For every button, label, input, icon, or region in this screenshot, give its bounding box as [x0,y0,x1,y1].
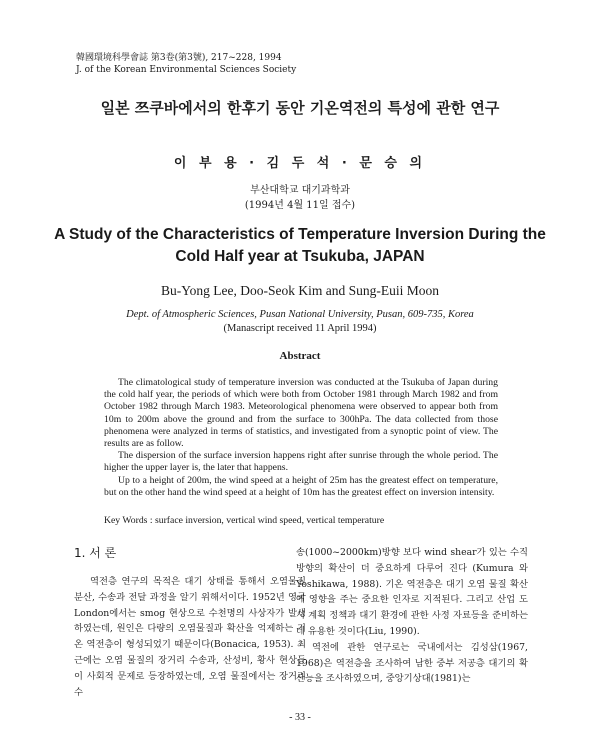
abstract-paragraph: The dispersion of the surface inversion happens right after sunrise through the whole period. The higher the upper layer is, the later that happens. [104,450,498,474]
keywords: Key Words : surface inversion, vertical wind speed, vertical temperature [104,515,385,526]
title-korean: 일본 쯔쿠바에서의 한후기 동안 기온역전의 특성에 관한 연구 [100,99,500,117]
authors-english: Bu-Yong Lee, Doo-Seok Kim and Sung-Euii Moon [161,283,439,298]
abstract-paragraph: Up to a height of 200m, the wind speed at a height of 25m has the greatest effect on temperature, but on the other hand the wind speed at a height of 10m has the greatest effect on inversion intensity. [104,474,498,498]
journal-citation-ko: 韓國環境科學會誌 第3卷(第3號), 217~228, 1994 [76,53,282,63]
section-heading-introduction: 1. 서 론 [74,546,117,560]
body-paragraph: 송(1000~2000km)방향 보다 wind shear가 있는 수직방향의 확산이 더 중요하게 다루어 진다 (Kumura 와 Yoshikawa, 1988). 기온 역전층은 대기 오염 물질 확산에 영향을 주는 중요한 인자로 지적된다. 그리고 산업 도시 계획 정책과 대기 환경에 관한 사정 자료등을 준비하는데 유용한 것이다(Liu, 1990). [296,547,528,637]
body-column-right [296,545,528,687]
abstract-paragraph: The climatological study of temperature inversion was conducted at the Tsukuba of Japan during the cold half year, the periods of which were both from October 1981 through March 1982 and from October 1982 through March 1983. Meteorological phenomena were observed to appear both from 10m to 200m above the ground and from the surface to 300hPa. The data collected from those phenomena were analyzed in terms of statistics, and investigated from a synoptic point of view. The results are as follow. [104,377,498,450]
abstract-heading: Abstract [279,350,321,362]
affiliation-en-dept: Dept. of Atmospheric Sciences, Pusan National University, Pusan, 609-735, Korea [126,309,474,320]
affiliation-korean [0,183,600,213]
affiliation-english [0,308,600,336]
abstract-body [104,377,498,499]
body-paragraph: 역전에 관한 연구로는 국내에서는 김성삼(1967, 1968)은 역전층을 조사하여 남한 중부 저공층 대기의 확산능을 조사하였으며, 중앙기상대(1981)는 [296,641,528,685]
authors-korean: 이 부 용 · 김 두 석 · 문 승 의 [173,156,427,171]
title-english: A Study of the Characteristics of Temperature Inversion During the Cold Half year at Tsukuba, JAPAN [54,226,546,265]
page-number: - 33 - [289,712,311,723]
affiliation-ko-dept: 부산대학교 대기과학과 [250,185,350,196]
body-paragraph: 역전층 연구의 목적은 대기 상태를 통해서 오염물질 분산, 수송과 전달 과정을 알기 위해서이다. 1952년 영국 London에서는 smog 현상으로 수천명의 사상자가 발생하였는데, 원인은 다량의 오염물질과 확산을 억제하는 기온 역전층이 형성되었기 때문이다(Bonacica, 1953). 최근에는 오염 물질의 장거리 수송과, 산성비, 황사 현상등이 사회적 문제로 등장하였는데, 오염 물질에서는 장거리 수 [74,576,306,698]
journal-header [76,52,296,76]
journal-name-en: J. of the Korean Environmental Sciences Society [76,65,297,75]
body-column-left [74,545,306,700]
received-date-en: (Manascript received 11 April 1994) [223,323,377,334]
received-date-ko: (1994년 4월 11일 접수) [244,200,356,211]
